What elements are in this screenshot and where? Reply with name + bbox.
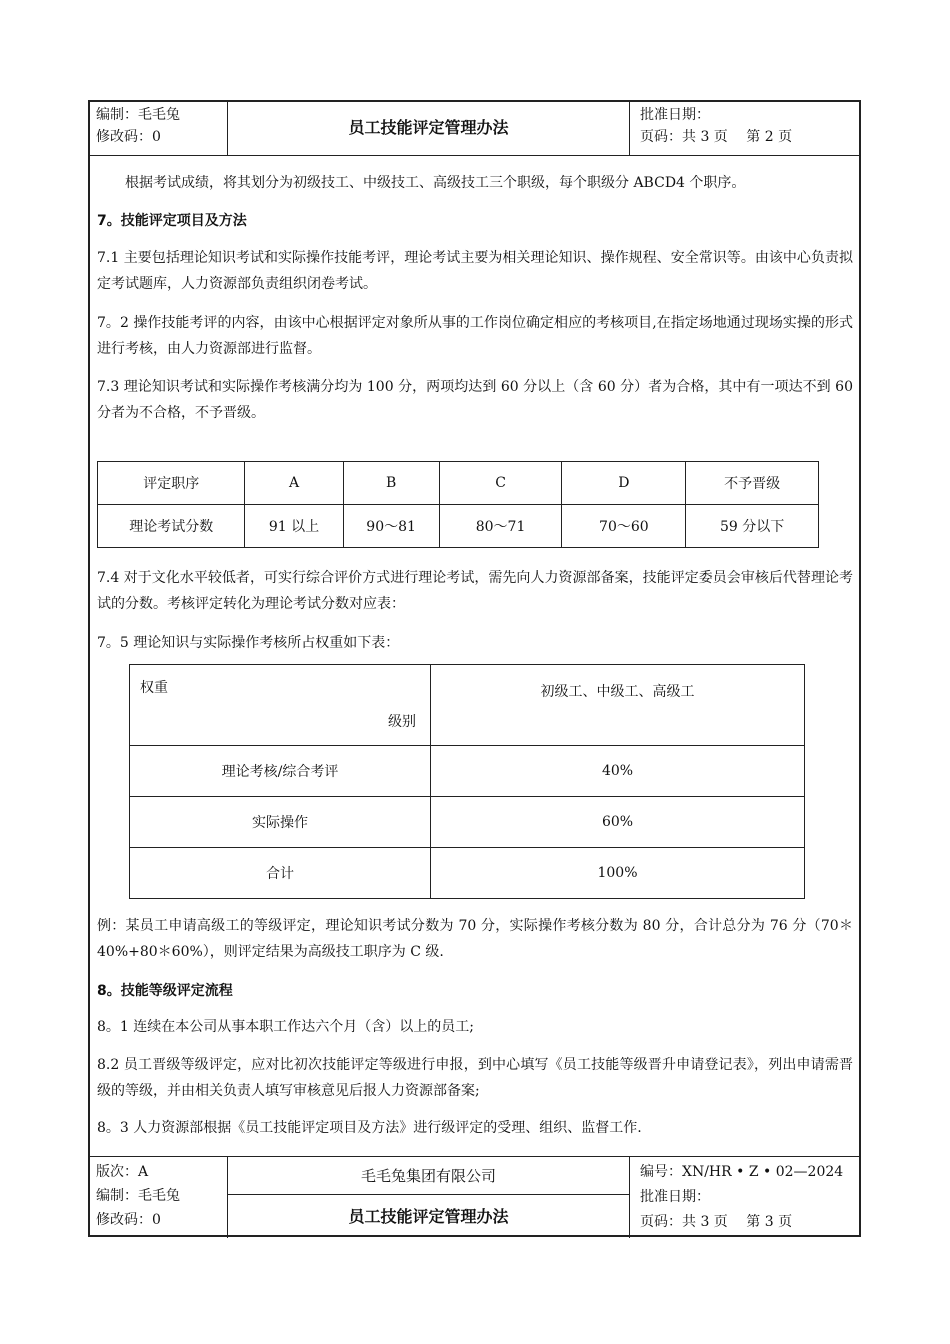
table-row (98, 505, 819, 548)
table-cell: D (562, 462, 686, 505)
table-cell: 评定职序 (98, 462, 245, 505)
table-cell: 合计 (130, 848, 431, 899)
page-header (88, 100, 861, 156)
example-paragraph: 例：某员工申请高级工的等级评定，理论知识考试分数为 70 分，实际操作考核分数为 80 分，合计总分为 76 分（70＊40%+80＊60%），则评定结果为高级技工职序为 C 级. (97, 918, 853, 960)
footer-code: 编号：XN/HR • Z • 02—2024 (640, 1164, 844, 1180)
header-page: 页码：共 3 页 第 2 页 (640, 129, 793, 145)
corner-top-label: 权重 (140, 680, 168, 696)
header-right (630, 100, 861, 156)
paragraph-8-2: 8.2 员工晋级等级评定，应对比初次技能评定等级进行申报，到中心填写《员工技能等级晋升申请登记表》，列出申请需晋级的等级，并由相关负责人填写审核意见后报人力资源部备案; (97, 1057, 853, 1099)
section-8-title: 8。技能等级评定流程 (97, 983, 233, 999)
table-cell: 80～71 (439, 505, 562, 548)
corner-bottom-label: 级别 (388, 714, 416, 730)
table-cell: 理论考试分数 (98, 505, 245, 548)
table-cell: B (343, 462, 439, 505)
weight-table (129, 664, 805, 899)
footer-company: 毛毛兔集团有限公司 (228, 1157, 630, 1195)
paragraph-7-3: 7.3 理论知识考试和实际操作考核满分均为 100 分，两项均达到 60 分以上（含 60 分）者为合格，其中有一项达不到 60 分者为不合格，不予晋级。 (97, 379, 853, 421)
footer-edition: 版次：A (96, 1164, 149, 1180)
header-left (88, 100, 228, 156)
footer-revision: 修改码：0 (96, 1212, 161, 1228)
table-cell: 90～81 (343, 505, 439, 548)
table-cell: 59 分以下 (686, 505, 819, 548)
score-grade-table (97, 461, 819, 548)
table-cell: 40% (431, 746, 805, 797)
table-cell: 100% (431, 848, 805, 899)
header-revision: 修改码：0 (96, 129, 161, 145)
table-cell: 91 以上 (245, 505, 343, 548)
header-approval: 批准日期： (640, 107, 710, 123)
intro-paragraph: 根据考试成绩，将其划分为初级技工、中级技工、高级技工三个职级，每个职级分 ABCD4 个职序。 (125, 175, 746, 191)
paragraph-8-1: 8。1 连续在本公司从事本职工作达六个月（含）以上的员工; (97, 1019, 474, 1035)
paragraph-7-1: 7.1 主要包括理论知识考试和实际操作技能考评，理论考试主要为相关理论知识、操作规程、安全常识等。由该中心负责拟定考试题库，人力资源部负责组织闭卷考试。 (97, 250, 853, 292)
section-7-title: 7。技能评定项目及方法 (97, 213, 247, 229)
table-cell: 实际操作 (130, 797, 431, 848)
table-row (98, 462, 819, 505)
table-cell: 不予晋级 (686, 462, 819, 505)
paragraph-8-3: 8。3 人力资源部根据《员工技能评定项目及方法》进行级评定的受理、组织、监督工作. (97, 1120, 642, 1136)
table-cell: 理论考核/综合考评 (130, 746, 431, 797)
footer-compiler: 编制：毛毛兔 (96, 1188, 180, 1204)
table-header-cell: 初级工、中级工、高级工 (431, 665, 805, 746)
header-title: 员工技能评定管理办法 (228, 100, 630, 156)
table-corner-cell (130, 665, 431, 746)
table-cell: A (245, 462, 343, 505)
header-compiler: 编制：毛毛兔 (96, 107, 180, 123)
footer-page: 页码：共 3 页 第 3 页 (640, 1214, 793, 1230)
paragraph-7-4: 7.4 对于文化水平较低者，可实行综合评价方式进行理论考试，需先向人力资源部备案，技能评定委员会审核后代替理论考试的分数。考核评定转化为理论考试分数对应表： (97, 570, 853, 612)
footer-approval: 批准日期： (640, 1189, 710, 1205)
table-cell: 60% (431, 797, 805, 848)
paragraph-7-2: 7。2 操作技能考评的内容，由该中心根据评定对象所从事的工作岗位确定相应的考核项目,在指定场地通过现场实操的形式进行考核，由人力资源部进行监督。 (97, 315, 853, 357)
footer-title: 员工技能评定管理办法 (228, 1195, 630, 1238)
table-row (130, 746, 805, 797)
table-cell: C (439, 462, 562, 505)
table-row (130, 848, 805, 899)
paragraph-7-5: 7。5 理论知识与实际操作考核所占权重如下表： (97, 635, 400, 651)
footer-left (88, 1157, 228, 1238)
footer-right (630, 1157, 861, 1238)
page-footer (88, 1156, 861, 1237)
table-cell: 70～60 (562, 505, 686, 548)
table-row (130, 665, 805, 746)
table-row (130, 797, 805, 848)
